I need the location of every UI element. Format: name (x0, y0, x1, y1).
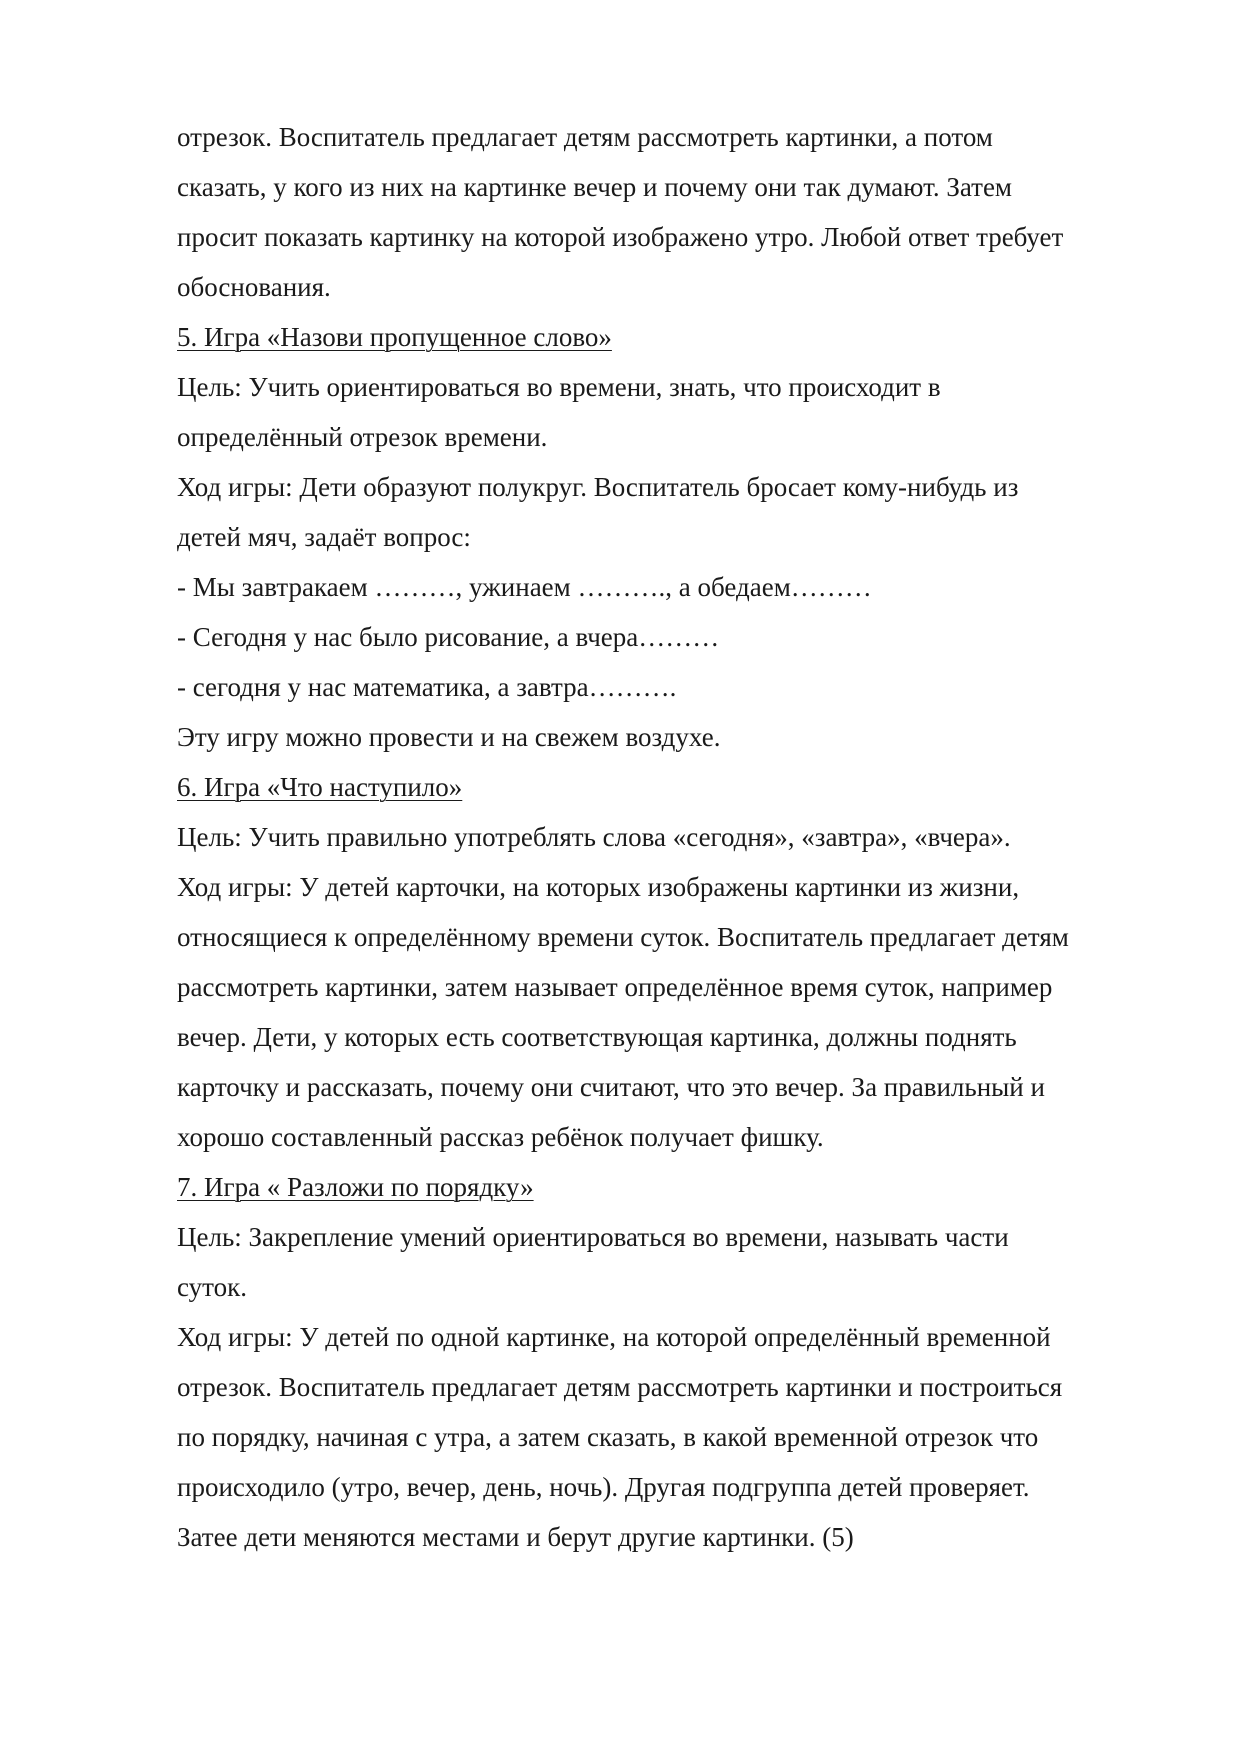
paragraph-line: Ход игры: У детей карточки, на которых изображены картинки из жизни, (177, 872, 1020, 902)
paragraph-line: Ход игры: Дети образуют полукруг. Воспитатель бросает кому-нибудь из (177, 472, 1019, 502)
body-text (177, 112, 1157, 1562)
game-6-heading-text: 6. Игра «Что наступило» (177, 772, 463, 802)
paragraph-line: сказать, у кого из них на картинке вечер и почему они так думают. Затем (177, 172, 1013, 202)
paragraph-line: вечер. Дети, у которых есть соответствующая картинка, должны поднять (177, 1022, 1017, 1052)
question-line: - сегодня у нас математика, а завтра………. (177, 672, 677, 702)
paragraph-line: детей мяч, задаёт вопрос: (177, 522, 471, 552)
paragraph-line: просит показать картинку на которой изображено утро. Любой ответ требует (177, 222, 1064, 252)
paragraph-line: Эту игру можно провести и на свежем воздухе. (177, 722, 721, 752)
paragraph-line: Цель: Учить ориентироваться во времени, знать, что происходит в (177, 372, 941, 402)
game-7-heading-text: 7. Игра « Разложи по порядку» (177, 1172, 534, 1202)
paragraph-line: суток. (177, 1272, 247, 1302)
paragraph-line: хорошо составленный рассказ ребёнок получает фишку. (177, 1122, 824, 1152)
game-5-heading (177, 312, 1157, 362)
paragraph-line: определённый отрезок времени. (177, 422, 548, 452)
paragraph-line: относящиеся к определённому времени суток. Воспитатель предлагает детям (177, 922, 1069, 952)
paragraph-line: рассмотреть картинки, затем называет определённое время суток, например (177, 972, 1053, 1002)
question-line: - Мы завтракаем ………, ужинаем ………., а обедаем……… (177, 572, 872, 602)
paragraph-line: карточку и рассказать, почему они считают, что это вечер. За правильный и (177, 1072, 1045, 1102)
game-7-heading (177, 1162, 1157, 1212)
paragraph-line: происходило (утро, вечер, день, ночь). Другая подгруппа детей проверяет. (177, 1472, 1030, 1502)
paragraph-line: Цель: Закрепление умений ориентироваться во времени, называть части (177, 1222, 1009, 1252)
paragraph-line: по порядку, начиная с утра, а затем сказать, в какой временной отрезок что (177, 1422, 1039, 1452)
game-5-heading-text: 5. Игра «Назови пропущенное слово» (177, 322, 612, 352)
paragraph-line: Затее дети меняются местами и берут другие картинки. (5) (177, 1522, 854, 1552)
paragraph-line: отрезок. Воспитатель предлагает детям рассмотреть картинки, а потом (177, 122, 993, 152)
question-line: - Сегодня у нас было рисование, а вчера……… (177, 622, 720, 652)
paragraph-line: обоснования. (177, 272, 331, 302)
paragraph-line: Ход игры: У детей по одной картинке, на которой определённый временной (177, 1322, 1051, 1352)
paragraph-line: Цель: Учить правильно употреблять слова «сегодня», «завтра», «вчера». (177, 822, 1011, 852)
paragraph-line: отрезок. Воспитатель предлагает детям рассмотреть картинки и построиться (177, 1372, 1063, 1402)
game-6-heading (177, 762, 1157, 812)
